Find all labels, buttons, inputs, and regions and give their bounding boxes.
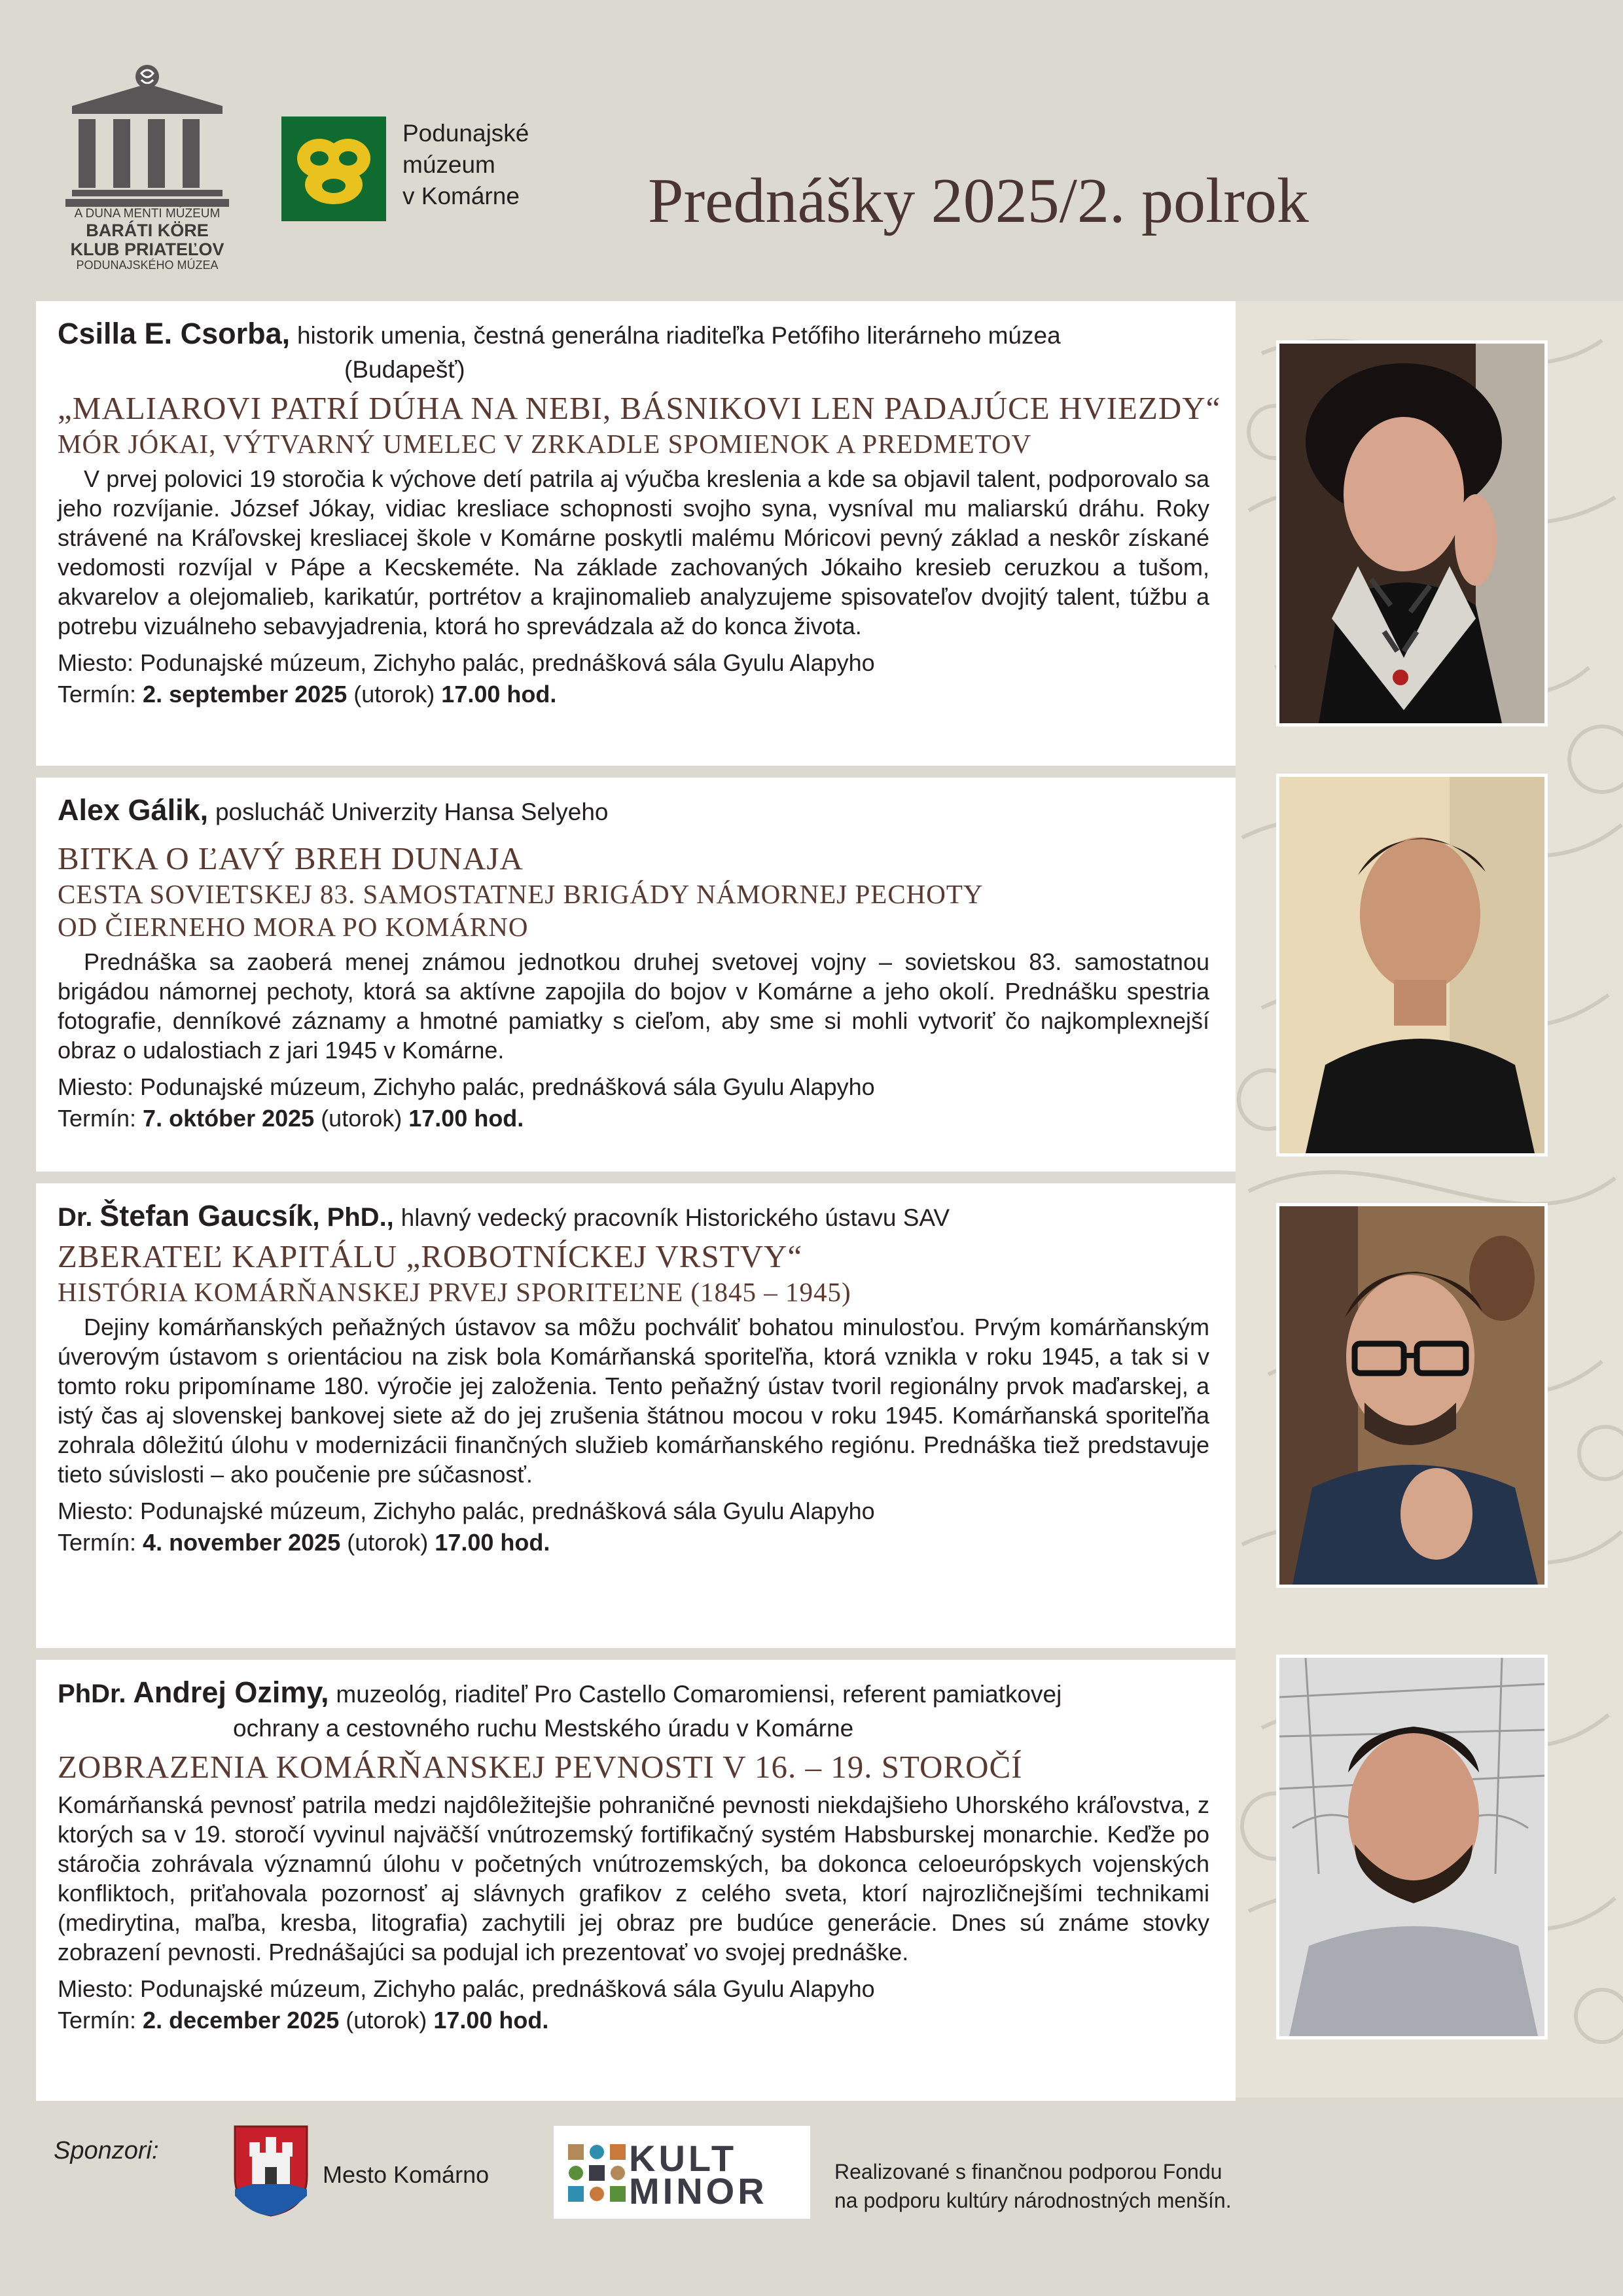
lecture-description: Prednáška sa zaoberá menej známou jednotkou druhej svetovej vojny – sovietskou 83. samostatnou brigádou námornej pechoty, ktorá sa aktívne zapojila do bojov v Komárne a jeho okolí. Prednášku spestria fotografie, denníkové záznamy a hmotné pamiatky s cieľom, aby sme si mohli vytvoriť čo najkomplexnejší obraz o udalostiach z jari 1945 v Komárne. [58, 948, 1209, 1064]
term-label: Termín: [58, 681, 137, 708]
kult-line1: KULT [629, 2138, 738, 2179]
lecturer-affiliation-cont [58, 1712, 1209, 1746]
lecture-date: 7. október 2025 [143, 1105, 315, 1132]
kult-line2: MINOR [629, 2170, 768, 2212]
club-logo-line1: A DUNA MENTI MÚZEUM [74, 207, 221, 221]
lecture-card-2 [36, 778, 1236, 1172]
lecture-day: (utorok) [347, 1529, 429, 1556]
sponsors-label: Sponzori: [54, 2137, 159, 2164]
club-logo-line2: BARÁTI KÖRE [86, 221, 209, 240]
club-logo [62, 59, 232, 278]
lecture-date: 2. december 2025 [143, 2007, 340, 2034]
club-logo-line3: KLUB PRIATEĽOV [70, 240, 224, 259]
lecturer-name: Štefan Gaucsík [99, 1199, 313, 1232]
lecturer-affiliation-cont [58, 353, 1209, 387]
term-label: Termín: [58, 2007, 137, 2034]
kult-minor-wordmark [629, 2138, 768, 2212]
lecture-meta [58, 1071, 1209, 1134]
museum-name-line1: Podunajské [402, 120, 529, 147]
lecture-description: V prvej polovici 19 storočia k výchove detí patrila aj výučba kreslenia a kde sa objavil talent, podporovalo sa jeho rozvíjanie. József Jókay, vidiac kresliace schopnosti svojho syna, vysníval mu maliarskú dráhu. Roky strávené na Kráľovskej kresliacej škole v Komárne poskytli malému Móricovi pevný základ a neskôr získané vedomosti rozvíjal v Pápe a Kecskeméte. Na základe zachovaných Jókaiho kresieb ceruzkou a tušom, akvarelov a olejomalieb, karikatúr, portrétov a krajinomalieb analyzujeme spisovateľov dvojitý talent, túžbu a potrebu vizuálneho sebavyjadrenia, ktorá ho sprevádzala až do konca života. [58, 465, 1209, 639]
lecture-header [58, 793, 1209, 829]
lecture-header [58, 1199, 1209, 1235]
lecture-subtitle-line1: CESTA SOVIETSKEJ 83. SAMOSTATNEJ BRIGÁDY NÁMORNEJ PECHOTY [58, 879, 984, 909]
lecture-term [58, 1527, 1209, 1558]
lecture-term [58, 679, 1209, 710]
lecturer-photo-gaucsik [1276, 1203, 1548, 1588]
lecture-place: Miesto: Podunajské múzeum, Zichyho palác, prednášková sála Gyulu Alapyho [58, 1073, 875, 1100]
funding-note [834, 2157, 1293, 2215]
club-logo-line4: PODUNAJSKÉHO MÚZEA [76, 259, 219, 272]
page-title: Prednášky 2025/2. polrok [648, 166, 1309, 236]
lecture-subtitle-line2: OD ČIERNEHO MORA PO KOMÁRNO [58, 912, 529, 942]
lecturer-photo-galik [1276, 774, 1548, 1157]
lecturer-prefix: PhDr. [58, 1679, 126, 1708]
lecture-meta [58, 1973, 1209, 2036]
lecture-date: 4. november 2025 [143, 1529, 341, 1556]
lecture-meta [58, 647, 1209, 710]
lecturer-prefix: Dr. [58, 1203, 93, 1232]
term-label: Termín: [58, 1105, 137, 1132]
affiliation-continuation: (Budapešť) [344, 356, 465, 383]
lecture-place: Miesto: Podunajské múzeum, Zichyho palác, prednášková sála Gyulu Alapyho [58, 1975, 875, 2002]
term-label: Termín: [58, 1529, 137, 1556]
lecture-time: 17.00 hod. [441, 681, 557, 708]
lecture-title: ZOBRAZENIA KOMÁRŇANSKEJ PEVNOSTI V 16. – 19. STOROČÍ [58, 1749, 1023, 1785]
lecture-date: 2. september 2025 [143, 681, 348, 708]
lecture-card-1 [36, 301, 1236, 766]
lecture-time: 17.00 hod. [435, 1529, 550, 1556]
lecture-title: ZBERATEĽ KAPITÁLU „ROBOTNÍCKEJ VRSTVY“ [58, 1238, 803, 1274]
lecture-meta [58, 1496, 1209, 1558]
lecture-place: Miesto: Podunajské múzeum, Zichyho palác, prednášková sála Gyulu Alapyho [58, 1498, 875, 1524]
lecture-header [58, 1676, 1209, 1712]
lecture-term [58, 2005, 1209, 2036]
affiliation-continuation: ochrany a cestovného ruchu Mestského úradu v Komárne [233, 1715, 854, 1742]
lecture-title: BITKA O ĽAVÝ BREH DUNAJA [58, 840, 524, 876]
lecturer-suffix: , PhD., [312, 1203, 394, 1232]
funding-line1: Realizované s finančnou podporou Fondu [834, 2160, 1222, 2183]
lecture-title: „MALIAROVI PATRÍ DÚHA NA NEBI, BÁSNIKOVI LEN PADAJÚCE HVIEZDY“ [58, 390, 1221, 426]
kult-minor-pattern-icon [568, 2144, 626, 2202]
museum-logo-icon [281, 117, 386, 221]
lecture-day: (utorok) [346, 2007, 427, 2034]
city-coat-of-arms-icon [232, 2124, 310, 2217]
lecture-description: Komárňanská pevnosť patrila medzi najdôležitejšie pohraničné pevnosti niekdajšieho Uhorského kráľovstva, z ktorých sa v 19. storočí vyvinul najväčší vnútrozemský fortifikačný systém Habsburskej monarchie. Keďže po stáročia zohrávala významnú úlohu v početných vnútrozemských, ba dokonca celoeurópskych vojenských konfliktoch, priťahovala pozornosť aj slávnych grafikov z celého sveta, ktorí najrozličnejšími technikami (medirytina, maľba, kresba, litografia) zachytili jej obraz pre budúce generácie. Dnes sú známe stovky zobrazení pevnosti. Prednášajúci sa podujal ich prezentovať vo svojej prednáške. [58, 1791, 1209, 1965]
lecture-place: Miesto: Podunajské múzeum, Zichyho palác, prednášková sála Gyulu Alapyho [58, 649, 875, 676]
museum-name [402, 118, 573, 212]
lecturer-affiliation: historik umenia, čestná generálna riaditeľka Petőfiho literárneho múzea [296, 322, 1061, 349]
lecturer-name: Andrej Ozimy, [133, 1676, 329, 1709]
lecture-time: 17.00 hod. [433, 2007, 549, 2034]
lecture-header [58, 317, 1209, 353]
lecturer-affiliation: hlavný vedecký pracovník Historického ústavu SAV [401, 1204, 950, 1231]
museum-building-icon [62, 59, 232, 209]
museum-name-line3: v Komárne [402, 183, 520, 209]
lecture-card-3 [36, 1183, 1236, 1648]
lecture-subtitle: MÓR JÓKAI, VÝTVARNÝ UMELEC V ZRKADLE SPOMIENOK A PREDMETOV [58, 429, 1032, 459]
museum-name-line2: múzeum [402, 151, 495, 178]
lecturer-photo-ozimy [1276, 1655, 1548, 2039]
kult-minor-logo [554, 2126, 810, 2219]
lecturer-name: Alex Gálik, [58, 793, 209, 827]
lecture-day: (utorok) [321, 1105, 402, 1132]
funding-line2: na podporu kultúry národnostných menšín. [834, 2189, 1232, 2212]
lecture-term [58, 1103, 1209, 1134]
lecture-time: 17.00 hod. [408, 1105, 524, 1132]
lecturer-name: Csilla E. Csorba, [58, 317, 291, 350]
lecture-day: (utorok) [353, 681, 435, 708]
lecture-description: Dejiny komárňanských peňažných ústavov sa môžu pochváliť bohatou minulosťou. Prvým komárňanským úverovým ústavom s orientáciou na zisk bola Komárňanská sporiteľňa, ktorá vznikla v roku 1945, a tak si v tomto roku pripomíname 180. výročie jej založenia. Tento peňažný ústav tvoril regionálny prvok maďarskej, a istý čas aj slovenskej bankovej siete až do jej zrušenia štátnou mocou v roku 1945. Komárňanská sporiteľňa zohrala dôležitú úlohu v modernizácii finančných služieb komárňanského regiónu. Prednáška tiež predstavuje tieto súvislosti – ako poučenie pre súčasnosť. [58, 1314, 1209, 1488]
city-name: Mesto Komárno [323, 2161, 490, 2188]
lecturer-affiliation: muzeológ, riaditeľ Pro Castello Comaromiensi, referent pamiatkovej [336, 1681, 1062, 1708]
lecture-card-4 [36, 1660, 1236, 2101]
lecture-subtitle: HISTÓRIA KOMÁRŇANSKEJ PRVEJ SPORITEĽNE (1845 – 1945) [58, 1277, 851, 1307]
lecturer-affiliation: poslucháč Univerzity Hansa Selyeho [215, 798, 609, 825]
lecturer-photo-csorba [1276, 340, 1548, 726]
